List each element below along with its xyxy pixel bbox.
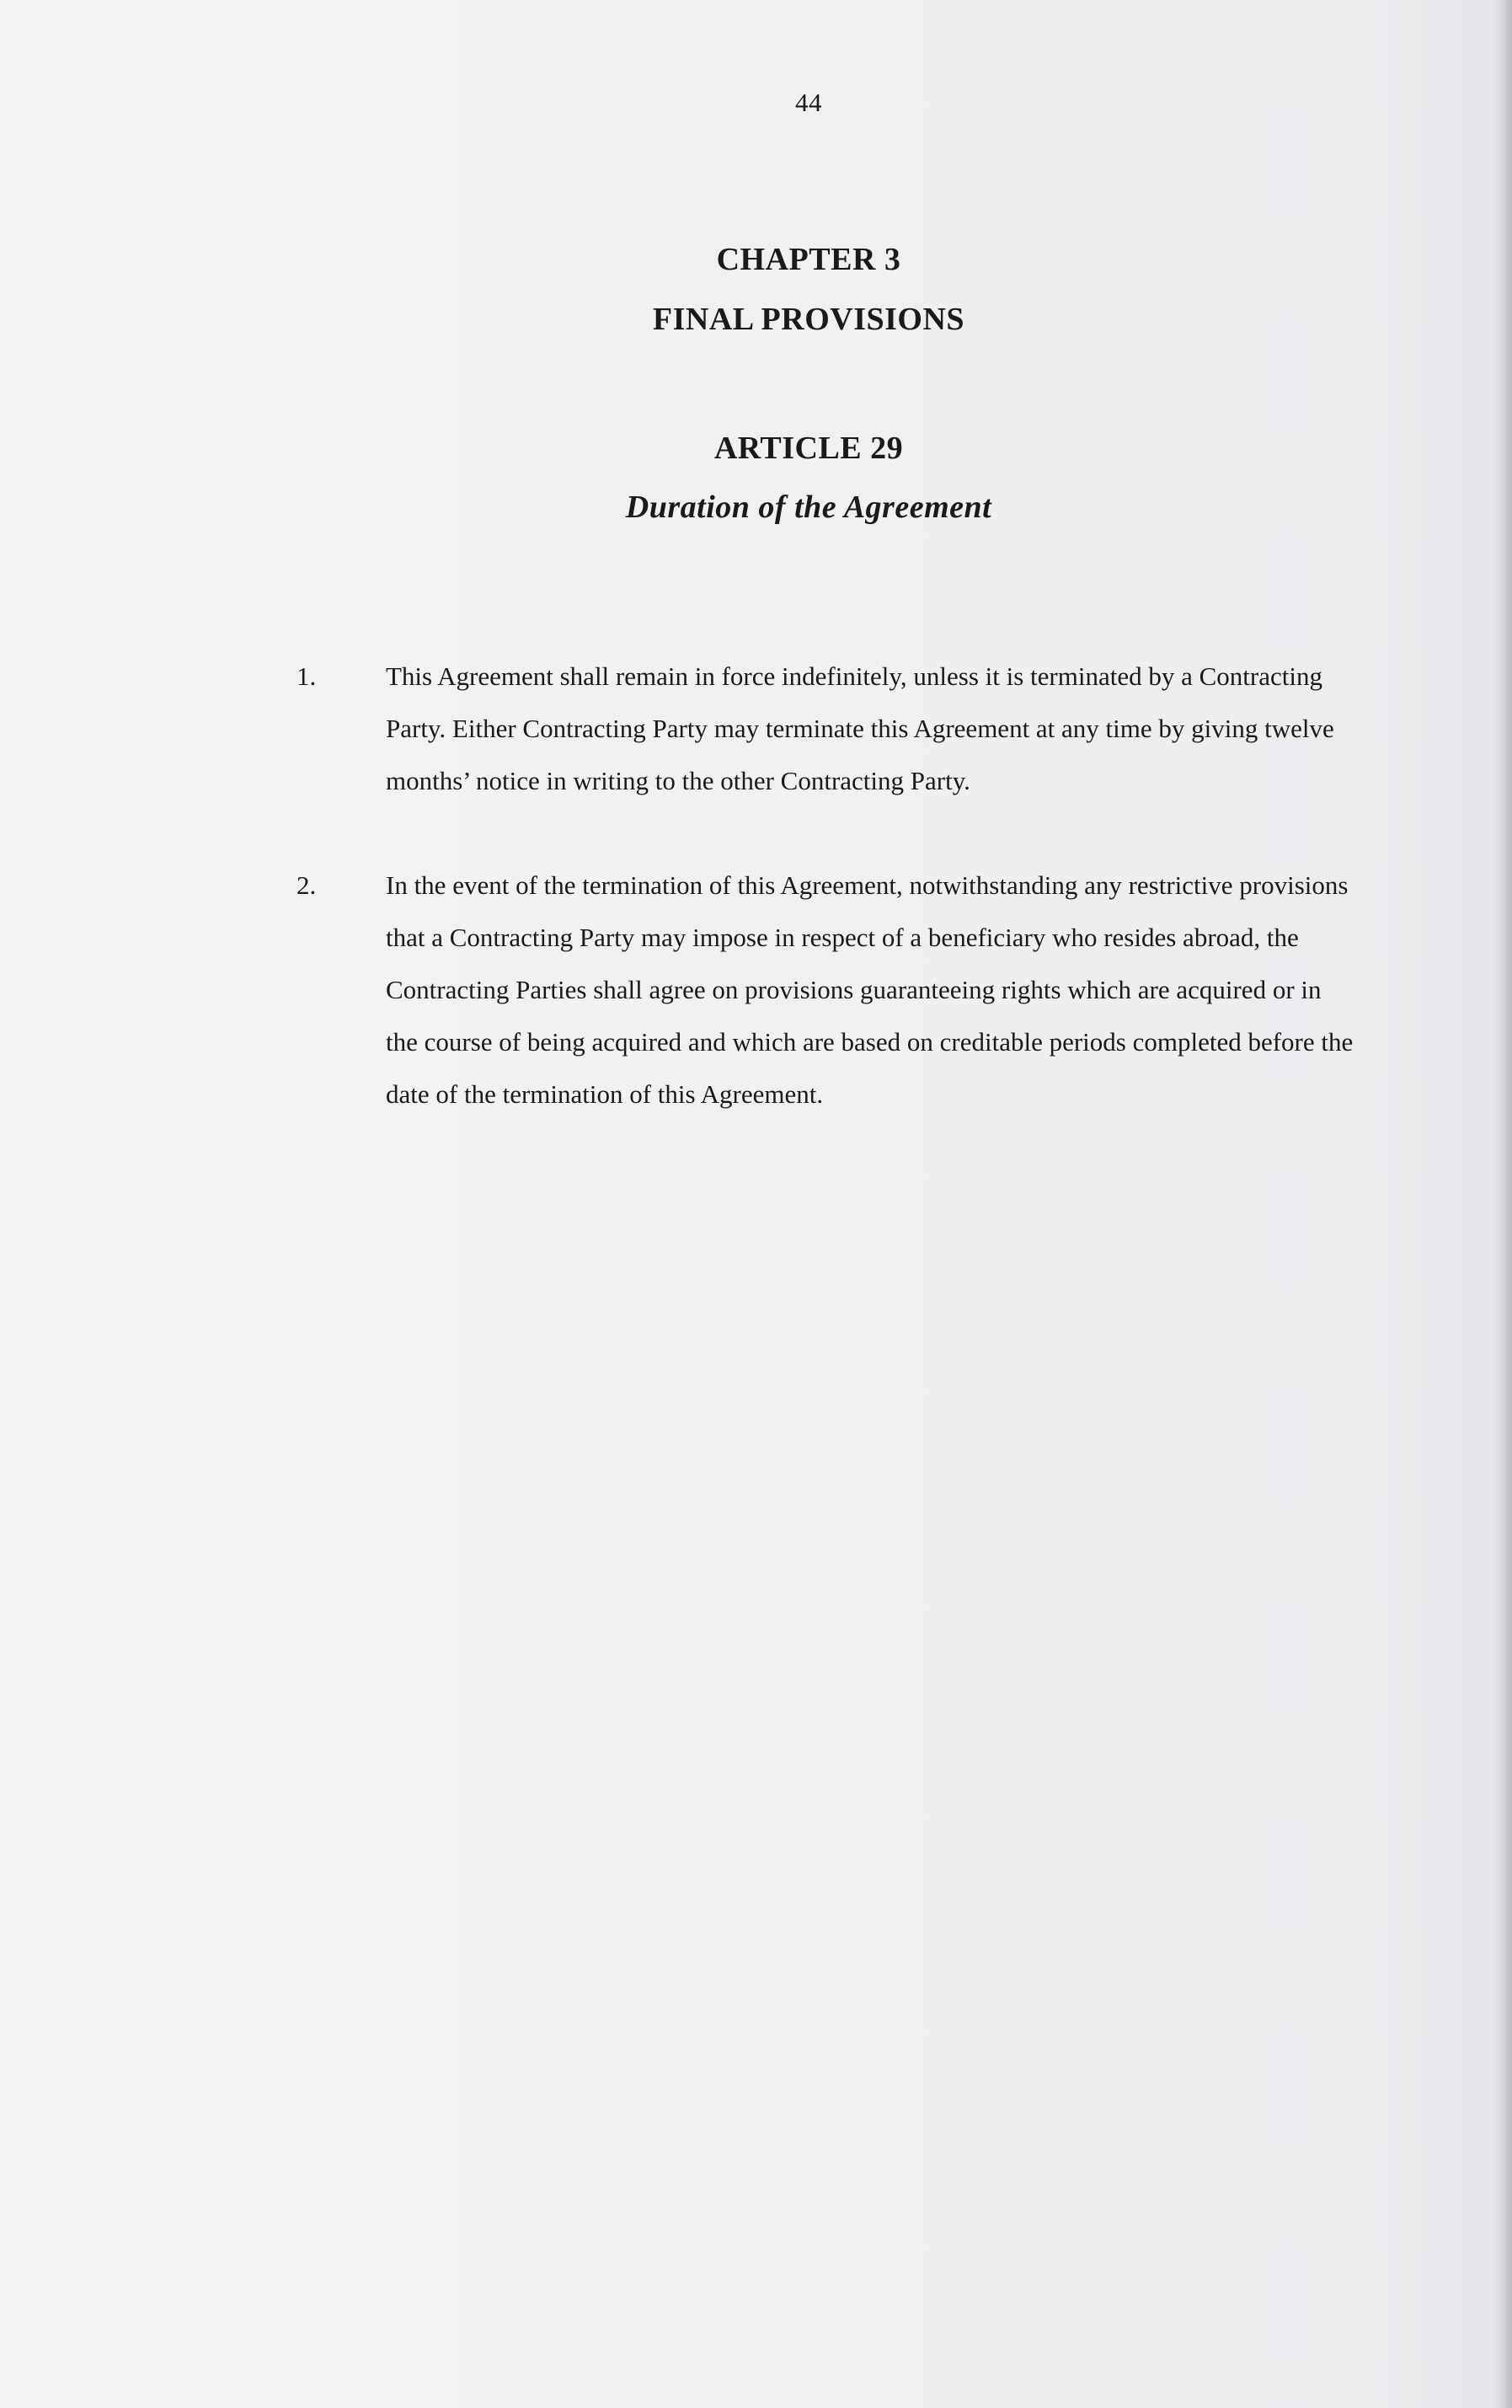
paragraph-text: In the event of the termination of this Agreement, notwithstanding any restrictive provisions that a Contracting Party may impose in respect of a beneficiary who resides abroad, the Contracting Parties shall agree on provisions guaranteeing rights which are acquired or in the course of being acquired and which are based on creditable periods completed before the date of the termination of this Agreement.	[386, 870, 1354, 1109]
article-label: ARTICLE 29	[713, 431, 904, 466]
page-number: 44	[795, 88, 822, 117]
chapter-title: FINAL PROVISIONS	[652, 302, 965, 337]
article-title: Duration of the Agreement	[625, 490, 992, 525]
chapter-label: CHAPTER 3	[716, 242, 901, 277]
paragraph-text: This Agreement shall remain in force indefinitely, unless it is terminated by a Contracting Party. Either Contracting Party may terminate this Agreement at any time by giving twelve months’ notice in writing to the other Contracting Party.	[386, 661, 1334, 795]
page-edge-shadow	[1493, 0, 1512, 2408]
paragraph-number: 1.	[297, 661, 317, 691]
paragraph-number: 2.	[297, 870, 317, 900]
